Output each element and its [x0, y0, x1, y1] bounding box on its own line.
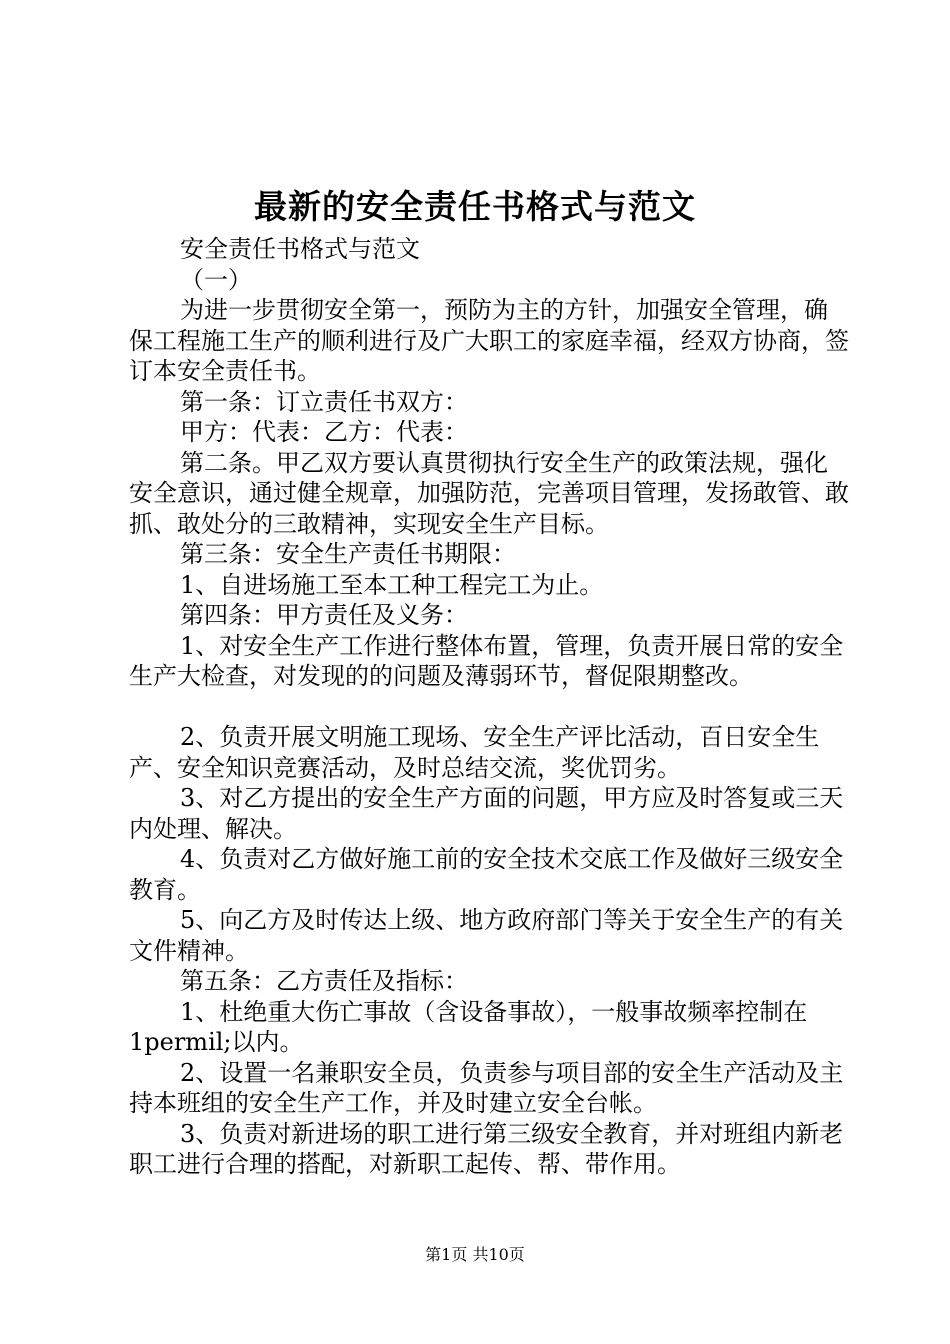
paragraph: 1、对安全生产工作进行整体布置，管理，负责开展日常的安全生产大检查，对发现的的问题及薄弱环节，督促限期整改。: [129, 631, 844, 690]
paragraph: 安全责任书格式与范文: [180, 235, 420, 263]
paragraph: 第二条。甲乙双方要认真贯彻执行安全生产的政策法规，强化安全意识，通过健全规章，加强防范，完善项目管理，发扬敢管、敢抓、敢处分的三敢精神，实现安全生产目标。: [129, 448, 849, 538]
paragraph: 3、对乙方提出的安全生产方面的问题，甲方应及时答复或三天内处理、解决。: [129, 784, 844, 843]
paragraph: 甲方：代表：乙方：代表：: [180, 418, 468, 446]
paragraph: 第五条：乙方责任及指标：: [180, 967, 468, 995]
paragraph: 第四条：甲方责任及义务：: [180, 601, 468, 629]
paragraph: 5、向乙方及时传达上级、地方政府部门等关于安全生产的有关文件精神。: [129, 906, 844, 965]
document-title: 最新的安全责任书格式与范文: [254, 187, 696, 226]
document-body: [129, 234, 851, 1180]
paragraph: 2、负责开展文明施工现场、安全生产评比活动，百日安全生产、安全知识竞赛活动，及时总结交流，奖优罚劣。: [129, 723, 820, 782]
paragraph: 2、设置一名兼职安全员，负责参与项目部的安全生产活动及主持本班组的安全生产工作，并及时建立安全台帐。: [129, 1058, 844, 1117]
paragraph: 第一条：订立责任书双方：: [180, 387, 468, 416]
paragraph: 为进一步贯彻安全第一，预防为主的方针，加强安全管理，确保工程施工生产的顺利进行及广大职工的家庭幸福，经双方协商，签订本安全责任书。: [129, 296, 849, 385]
page-footer: 第1页 共10页: [425, 1245, 525, 1264]
paragraph: （一）: [180, 265, 252, 294]
paragraph: 1、杜绝重大伤亡事故（含设备事故），一般事故频率控制在1permil;以内。: [129, 997, 808, 1056]
paragraph: 1、自进场施工至本工种工程完工为止。: [180, 570, 604, 599]
paragraph: 第三条：安全生产责任书期限：: [180, 540, 516, 568]
paragraph: 4、负责对乙方做好施工前的安全技术交底工作及做好三级安全教育。: [129, 845, 844, 904]
paragraph: 3、负责对新进场的职工进行第三级安全教育，并对班组内新老职工进行合理的搭配，对新职工起传、帮、带作用。: [129, 1119, 844, 1178]
blank-line: [129, 692, 851, 723]
